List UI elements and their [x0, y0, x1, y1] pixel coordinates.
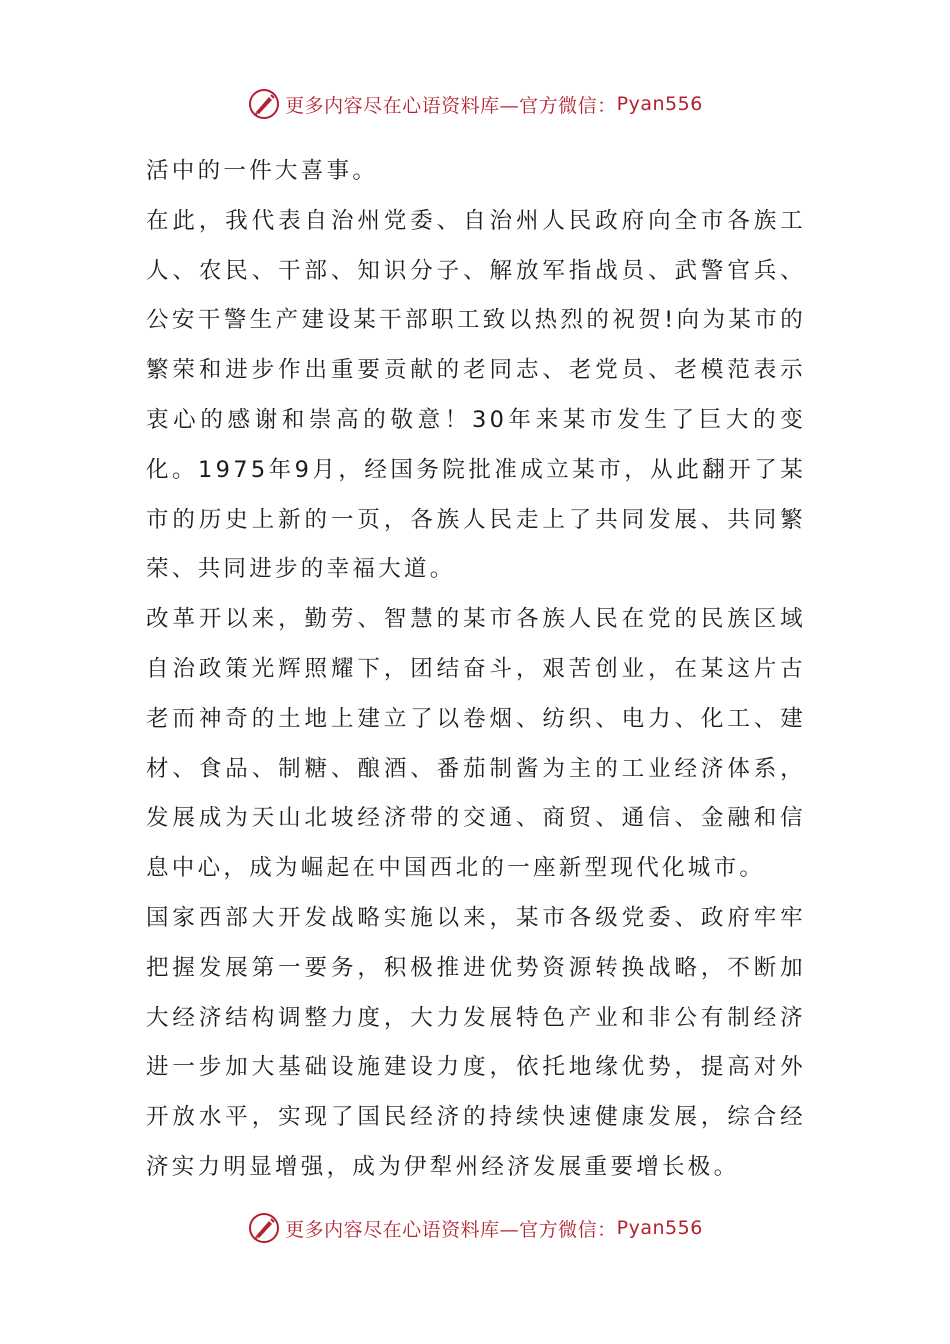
paragraph: 活中的一件大喜事。	[146, 158, 379, 184]
footer-watermark	[0, 1208, 950, 1248]
header-watermark	[0, 84, 950, 124]
paragraph: 在此，我代表自治州党委、自治州人民政府向全市各族工人、农民、干部、知识分子、解放军指战员、武警官兵、公安干警生产建设某干部职工致以热烈的祝贺!向为某市的繁荣和进步作出重要贡献的老同志、老党员、老模范表示衷心的感谢和崇高的敬意！30年来某市发生了巨大的变化。1975年9月，经国务院批准成立某市，从此翻开了某市的历史上新的一页，各族人民走上了共同发展、共同繁荣、共同进步的幸福大道。	[146, 207, 806, 583]
paragraph: 改革开以来，勤劳、智慧的某市各族人民在党的民族区域自治政策光辉照耀下，团结奋斗，艰苦创业，在某这片古老而神奇的土地上建立了以卷烟、纺织、电力、化工、建材、食品、制糖、酿酒、番茄制酱为主的工业经济体系，发展成为天山北坡经济带的交通、商贸、通信、金融和信息中心，成为崛起在中国西北的一座新型现代化城市。	[146, 606, 806, 882]
paragraph: 国家西部大开发战略实施以来，某市各级党委、政府牢牢把握发展第一要务，积极推进优势资源转换战略，不断加大经济结构调整力度，大力发展特色产业和非公有制经济进一步加大基础设施建设力度，依托地缘优势，提高对外开放水平，实现了国民经济的持续快速健康发展，综合经济实力明显增强，成为伊犁州经济发展重要增长极。	[146, 904, 806, 1180]
pen-logo-icon	[247, 87, 281, 121]
watermark-text: 更多内容尽在心语资料库—官方微信：	[285, 94, 617, 117]
watermark-handle: Pyan556	[616, 93, 703, 115]
watermark-handle: Pyan556	[616, 1217, 703, 1239]
document-body	[146, 147, 806, 1193]
watermark-text: 更多内容尽在心语资料库—官方微信：	[285, 1218, 617, 1241]
pen-logo-icon	[247, 1211, 281, 1245]
